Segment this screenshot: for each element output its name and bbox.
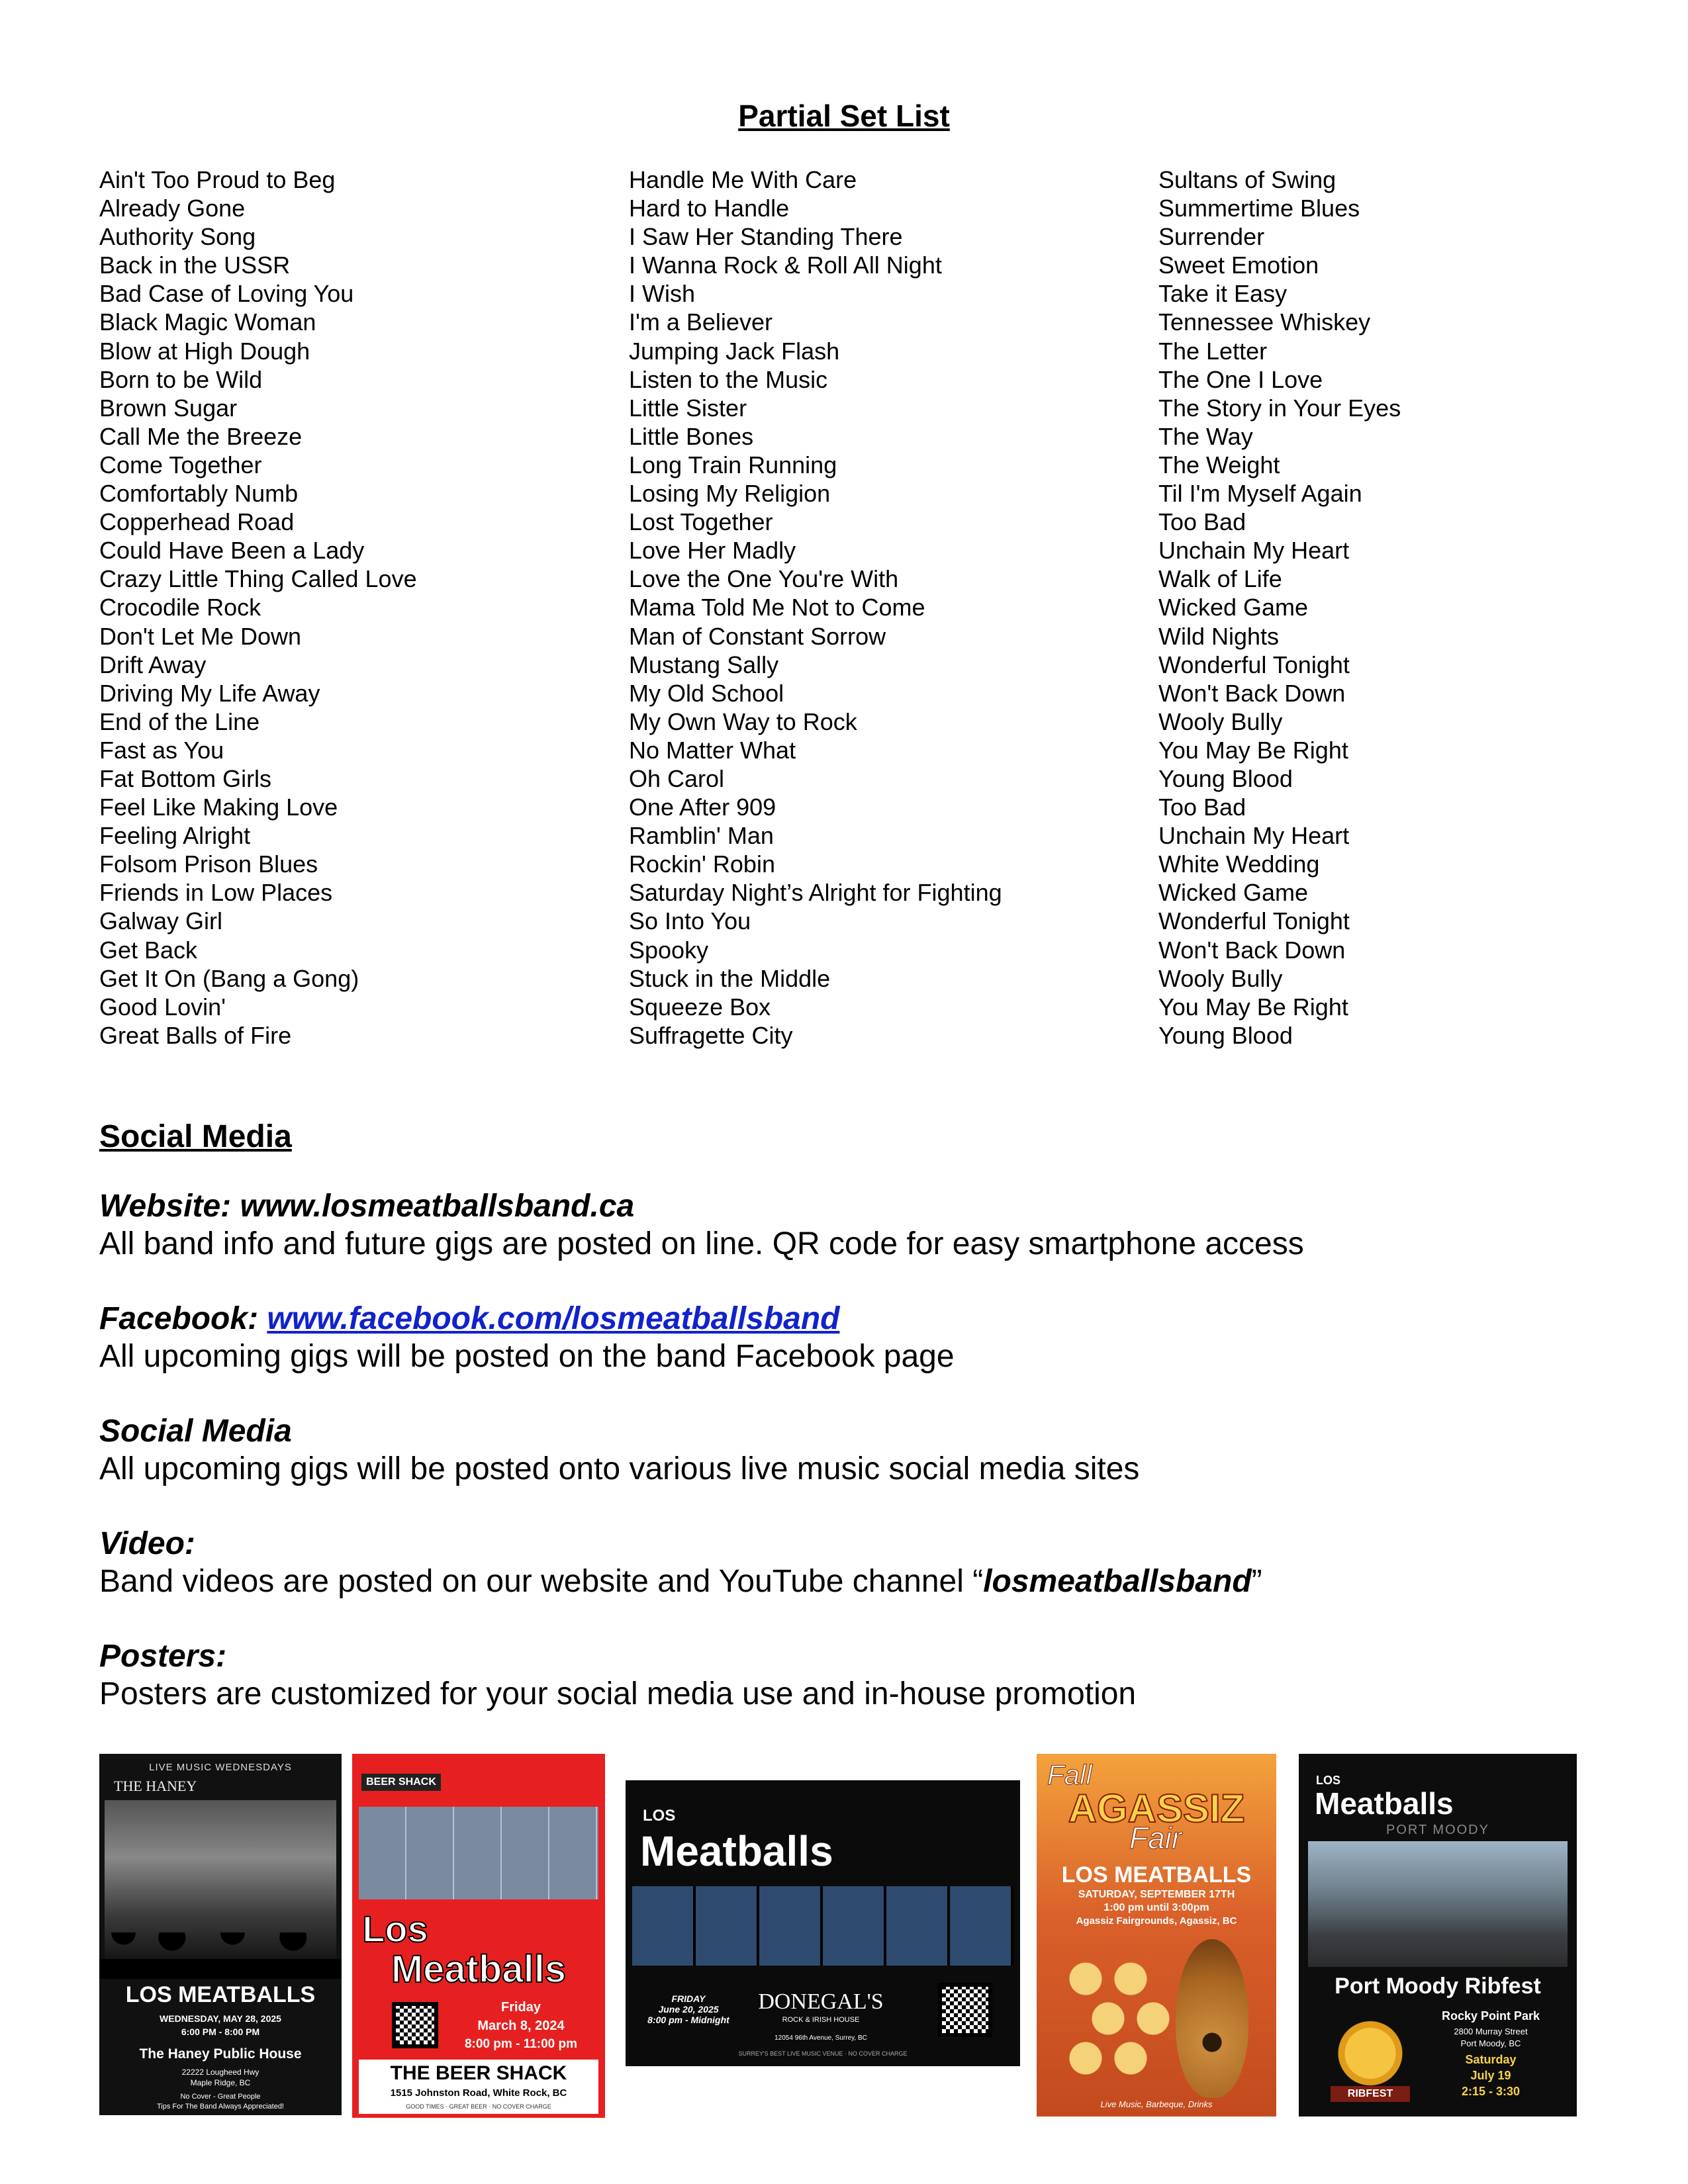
song-item: The Way [1158, 422, 1253, 450]
song-item: The Letter [1158, 337, 1268, 365]
song-item: I Wanna Rock & Roll All Night [629, 251, 942, 279]
song-item: Galway Girl [99, 907, 223, 935]
youtube-channel-name: losmeatballsband [983, 1564, 1252, 1599]
song-item: Summertime Blues [1158, 195, 1360, 222]
song-item: Blow at High Dough [99, 337, 310, 365]
poster-haney [99, 1754, 342, 2115]
poster-haney-foot2: Tips For The Band Always Appreciated! [157, 2103, 284, 2111]
poster-donegals-foot: SURREY'S BEST LIVE MUSIC VENUE · NO COVER CHARGE [738, 2050, 908, 2057]
song-item: Too Bad [1158, 508, 1246, 536]
poster-donegals [626, 1780, 1020, 2066]
poster-ribfest-addr2: Port Moody, BC [1460, 2038, 1521, 2048]
set-list-title: Partial Set List [738, 99, 950, 133]
poster-donegals-los: LOS [643, 1807, 676, 1825]
song-item: Come Together [99, 451, 262, 478]
video-entry [99, 1525, 1589, 1600]
song-item: Wonderful Tonight [1158, 907, 1350, 935]
website-entry [99, 1187, 1589, 1263]
song-item: Love the One You're With [629, 565, 899, 593]
posters-label: Posters: [99, 1639, 227, 1674]
social-media-entry [99, 1412, 1589, 1488]
song-item: You May Be Right [1158, 736, 1348, 764]
poster-haney-top: LIVE MUSIC WEDNESDAYS [149, 1762, 292, 1773]
facebook-entry [99, 1300, 1589, 1375]
qr-code [938, 1983, 992, 2037]
song-item: Hard to Handle [629, 195, 790, 222]
song-item: Don't Let Me Down [99, 622, 302, 650]
song-item: Wicked Game [1158, 594, 1309, 621]
qr-code [392, 2002, 438, 2048]
poster-beershack-date: March 8, 2024 [477, 2019, 565, 2033]
song-item: Unchain My Heart [1158, 537, 1350, 565]
poster-beershack-time: 8:00 pm - 11:00 pm [464, 2037, 578, 2051]
song-item: Won't Back Down [1158, 679, 1346, 707]
website-label: Website: www.losmeatballsband.ca [99, 1189, 635, 1224]
facebook-label [99, 1300, 1589, 1338]
song-item: Suffragette City [629, 1021, 793, 1049]
poster-ribfest-los: LOS [1316, 1774, 1341, 1787]
band-photo-strip [632, 1886, 1013, 1966]
ribfest-mascot-icon [1337, 2013, 1403, 2086]
poster-beershack-band1: Los [362, 1908, 428, 1950]
poster-beer-shack [352, 1754, 605, 2118]
poster-beershack-band2: Meatballs [391, 1948, 567, 1991]
song-item: Squeeze Box [629, 993, 771, 1021]
poster-beershack-addr: 1515 Johnston Road, White Rock, BC [390, 2087, 567, 2099]
song-item: Feeling Alright [99, 822, 251, 850]
band-stage-photo [1308, 1841, 1568, 1967]
song-item: No Matter What [629, 736, 796, 764]
poster-haney-foot1: No Cover - Great People [180, 2093, 261, 2101]
song-item: Surrender [1158, 223, 1265, 251]
song-item: Call Me the Breeze [99, 422, 303, 450]
song-item: Black Magic Woman [99, 308, 316, 336]
video-desc-before: Band videos are posted on our website and YouTube channel “ [99, 1564, 984, 1599]
song-item: Saturday Night’s Alright for Fighting [629, 879, 1002, 907]
song-item: Great Balls of Fire [99, 1021, 292, 1049]
posters-description: Posters are customized for your social media use and in-house promotion [99, 1676, 1137, 1711]
song-item: Too Bad [1158, 794, 1246, 821]
song-item: I Saw Her Standing There [629, 223, 903, 251]
song-item: Til I'm Myself Again [1158, 480, 1362, 508]
song-item: Get It On (Bang a Gong) [99, 964, 359, 992]
poster-ribfest-date: July 19 [1470, 2069, 1511, 2082]
song-item: Drift Away [99, 651, 207, 678]
song-item: Oh Carol [629, 764, 725, 792]
poster-haney-addr2: Maple Ridge, BC [190, 2078, 251, 2087]
song-item: Good Lovin' [99, 993, 226, 1021]
poster-donegals-day: FRIDAY [671, 1993, 706, 2004]
poster-donegals-date: June 20, 2025 [658, 2004, 719, 2015]
song-item: Driving My Life Away [99, 679, 320, 707]
social-media-description: All upcoming gigs will be posted onto various live music social media sites [99, 1451, 1140, 1486]
song-item: Man of Constant Sorrow [629, 622, 886, 650]
poster-haney-time: 6:00 PM - 8:00 PM [181, 2026, 260, 2037]
video-label: Video: [99, 1526, 195, 1561]
song-item: Friends in Low Places [99, 879, 333, 907]
poster-haney-venue: The Haney Public House [139, 2046, 302, 2062]
song-item: The Story in Your Eyes [1158, 394, 1401, 422]
poster-ribfest-park: Rocky Point Park [1441, 2009, 1540, 2023]
poster-ribfest-time: 2:15 - 3:30 [1461, 2085, 1521, 2098]
song-item: Spooky [629, 936, 709, 964]
poster-donegals-band: Meatballs [640, 1827, 833, 1875]
song-item: One After 909 [629, 794, 776, 821]
poster-haney-band: LOS MEATBALLS [125, 1982, 316, 2007]
poster-donegals-addr: 12054 96th Avenue, Surrey, BC [774, 2034, 867, 2042]
song-item: Jumping Jack Flash [629, 337, 840, 365]
poster-agassiz-date: SATURDAY, SEPTEMBER 17TH [1078, 1889, 1235, 1900]
song-item: Tennessee Whiskey [1158, 308, 1371, 336]
poster-beershack-day: Friday [500, 2000, 541, 2015]
set-list-column-3 [1158, 165, 1401, 1050]
song-item: Lost Together [629, 508, 773, 536]
song-item: Won't Back Down [1158, 936, 1346, 964]
song-item: Wonderful Tonight [1158, 651, 1350, 678]
song-item: Young Blood [1158, 764, 1293, 792]
poster-agassiz-fall: Fall [1047, 1759, 1092, 1790]
song-item: Little Bones [629, 422, 754, 450]
song-item: Born to be Wild [99, 365, 263, 393]
song-item: Wicked Game [1158, 879, 1309, 907]
song-item: Stuck in the Middle [629, 964, 831, 992]
song-item: My Own Way to Rock [629, 707, 857, 735]
poster-gallery [0, 1754, 1688, 2124]
song-item: Mama Told Me Not to Come [629, 594, 925, 621]
song-item: You May Be Right [1158, 993, 1348, 1021]
song-item: Little Sister [629, 394, 747, 422]
song-item: Copperhead Road [99, 508, 295, 536]
poster-agassiz-fair: Fair [1129, 1821, 1182, 1855]
song-item: Crocodile Rock [99, 594, 261, 621]
song-item: The One I Love [1158, 365, 1323, 393]
song-item: Get Back [99, 936, 198, 964]
social-media-label: Social Media [99, 1414, 292, 1449]
song-item: Ain't Too Proud to Beg [99, 166, 336, 193]
band-photo [359, 1807, 598, 1899]
set-list-column-2 [629, 165, 1002, 1050]
posters-entry [99, 1637, 1589, 1713]
song-item: Brown Sugar [99, 394, 238, 422]
song-item: Wooly Bully [1158, 964, 1283, 992]
song-item: Handle Me With Care [629, 166, 857, 193]
song-item: Sultans of Swing [1158, 166, 1336, 193]
poster-ribfest-band: Meatballs [1315, 1786, 1454, 1821]
song-item: Take it Easy [1158, 280, 1288, 308]
song-item: Listen to the Music [629, 365, 828, 393]
poster-ribfest-addr1: 2800 Murray Street [1454, 2026, 1528, 2036]
poster-haney-addr1: 22222 Lougheed Hwy [181, 2068, 259, 2077]
website-description: All band info and future gigs are posted on line. QR code for easy smartphone access [99, 1226, 1304, 1261]
song-item: Feel Like Making Love [99, 794, 338, 821]
poster-agassiz-band: LOS MEATBALLS [1061, 1862, 1252, 1888]
poster-port-moody-ribfest [1299, 1754, 1577, 2116]
poster-ribfest-day: Saturday [1465, 2053, 1517, 2066]
song-item: The Weight [1158, 451, 1280, 478]
poster-ribfest-city: PORT MOODY [1386, 1823, 1489, 1837]
song-item: Ramblin' Man [629, 822, 774, 850]
song-item: Walk of Life [1158, 565, 1282, 593]
poster-donegals-sub: ROCK & IRISH HOUSE [782, 2016, 860, 2024]
song-item: Wooly Bully [1158, 707, 1283, 735]
band-member-portraits [1063, 1952, 1176, 2085]
song-item: So Into You [629, 907, 751, 935]
poster-ribfest-badge: RIBFEST [1331, 2086, 1410, 2102]
song-item: Love Her Madly [629, 537, 796, 565]
song-item: Back in the USSR [99, 251, 291, 279]
song-item: Folsom Prison Blues [99, 850, 318, 878]
poster-agassiz-name: AGASSIZ [1068, 1786, 1245, 1831]
poster-agassiz-place: Agassiz Fairgrounds, Agassiz, BC [1076, 1915, 1237, 1927]
crowd-silhouette [99, 1933, 342, 1979]
song-item: Unchain My Heart [1158, 822, 1350, 850]
poster-beershack-foot: GOOD TIMES · GREAT BEER · NO COVER CHARGE [406, 2103, 551, 2110]
song-item: Comfortably Numb [99, 480, 299, 508]
set-list-column-1 [99, 165, 417, 1050]
song-item: Bad Case of Loving You [99, 280, 354, 308]
song-item: I Wish [629, 280, 696, 308]
poster-donegals-time: 8:00 pm - Midnight [647, 2015, 729, 2025]
song-item: Wild Nights [1158, 622, 1280, 650]
song-item: Authority Song [99, 223, 256, 251]
facebook-label-text: Facebook: [99, 1301, 267, 1336]
video-desc-after: ” [1251, 1564, 1262, 1599]
guitar-icon [1176, 1939, 1248, 2098]
facebook-description: All upcoming gigs will be posted on the band Facebook page [99, 1339, 955, 1374]
poster-beershack-venue: THE BEER SHACK [390, 2062, 567, 2084]
video-description [99, 1563, 1589, 1600]
song-item: Already Gone [99, 195, 246, 222]
song-item: Sweet Emotion [1158, 251, 1319, 279]
song-item: Crazy Little Thing Called Love [99, 565, 417, 593]
song-item: End of the Line [99, 707, 260, 735]
facebook-link[interactable]: www.facebook.com/losmeatballsband [267, 1301, 840, 1336]
poster-agassiz-time: 1:00 pm until 3:00pm [1103, 1902, 1209, 1913]
poster-beershack-logo: BEER SHACK [361, 1774, 441, 1791]
song-item: Mustang Sally [629, 651, 779, 678]
poster-ribfest-event: Port Moody Ribfest [1335, 1974, 1541, 1999]
song-item: Fast as You [99, 736, 224, 764]
poster-haney-date: WEDNESDAY, MAY 28, 2025 [160, 2013, 281, 2024]
song-item: Young Blood [1158, 1021, 1293, 1049]
poster-haney-venue-logo: THE HANEY [114, 1778, 197, 1794]
song-item: Long Train Running [629, 451, 837, 478]
song-item: Could Have Been a Lady [99, 537, 365, 565]
song-item: Losing My Religion [629, 480, 831, 508]
social-media-heading: Social Media [99, 1119, 292, 1154]
song-item: My Old School [629, 679, 784, 707]
song-item: Rockin' Robin [629, 850, 775, 878]
poster-agassiz-fall-fair [1037, 1754, 1276, 2116]
poster-donegals-venue: DONEGAL'S [758, 1989, 884, 2014]
poster-agassiz-foot: Live Music, Barbeque, Drinks [1100, 2099, 1213, 2109]
song-item: White Wedding [1158, 850, 1320, 878]
song-item: I'm a Believer [629, 308, 773, 336]
social-media-section [99, 1118, 1589, 1750]
song-item: Fat Bottom Girls [99, 764, 272, 792]
